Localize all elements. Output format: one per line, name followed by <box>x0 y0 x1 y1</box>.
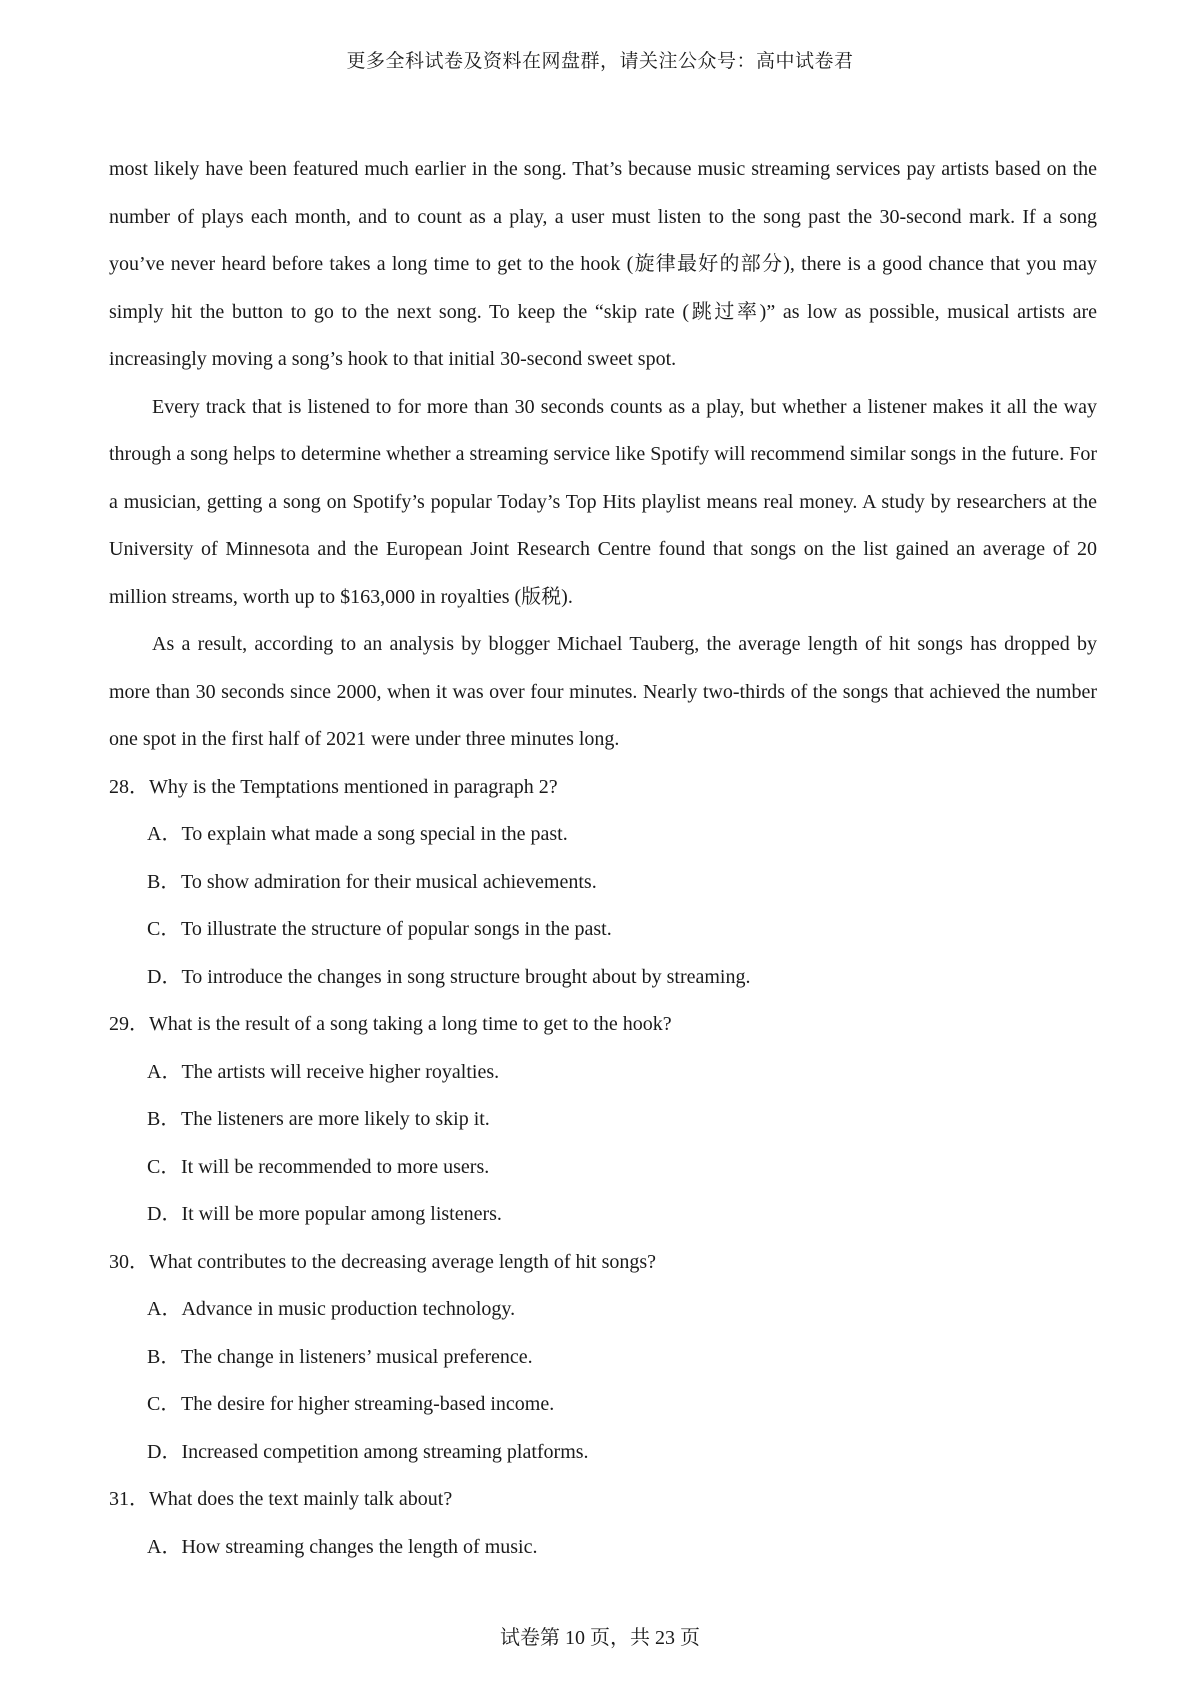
option-30-d <box>109 1429 1097 1477</box>
document-body <box>109 146 1097 1571</box>
option-letter: B． <box>147 870 181 893</box>
option-text: The desire for higher streaming-based income. <box>181 1393 555 1415</box>
page-header: 更多全科试卷及资料在网盘群，请关注公众号：高中试卷君 <box>346 51 854 72</box>
option-text: The artists will receive higher royalties. <box>181 1060 500 1083</box>
question-31 <box>109 1476 1097 1524</box>
option-30-c <box>109 1381 1097 1429</box>
paragraph: Every track that is listened to for more than 30 seconds counts as a play, but whether a listener makes it all the way through a song helps to determine whether a streaming service like Spotify will recommend similar songs in the future. For a musician, getting a song on Spotify’s popular Today’s Top Hits playlist means real money. A study by researchers at the University of Minnesota and the European Joint Research Centre found that songs on the list gained an average of 20 million streams, worth up to $163,000 in royalties (版税). <box>109 395 1097 608</box>
option-letter: C． <box>147 918 181 940</box>
option-29-b <box>109 1096 1097 1144</box>
option-30-a <box>109 1286 1097 1334</box>
option-letter: D． <box>147 1440 182 1463</box>
question-text: What does the text mainly talk about? <box>149 1488 453 1510</box>
page-footer: 试卷第 10 页，共 23 页 <box>500 1627 700 1649</box>
question-30 <box>109 1239 1097 1287</box>
question-29 <box>109 1001 1097 1049</box>
question-number: 29． <box>109 1013 149 1035</box>
question-number: 28． <box>109 775 149 798</box>
option-text: To show admiration for their musical achievements. <box>181 870 597 893</box>
option-text: The listeners are more likely to skip it. <box>181 1108 490 1130</box>
option-28-a <box>109 811 1097 859</box>
option-28-c <box>109 906 1097 954</box>
option-text: Advance in music production technology. <box>181 1298 516 1320</box>
option-text: The change in listeners’ musical preference. <box>181 1345 533 1368</box>
option-letter: A． <box>147 823 182 845</box>
option-30-b <box>109 1334 1097 1382</box>
question-number: 31． <box>109 1488 149 1510</box>
option-text: To explain what made a song special in the past. <box>181 823 568 845</box>
option-letter: A． <box>147 1535 182 1558</box>
question-text: Why is the Temptations mentioned in paragraph 2? <box>149 775 558 798</box>
option-letter: A． <box>147 1298 182 1320</box>
option-29-c <box>109 1144 1097 1192</box>
option-letter: D． <box>147 1203 182 1225</box>
option-29-a <box>109 1049 1097 1097</box>
option-letter: A． <box>147 1060 182 1083</box>
paragraph: As a result, according to an analysis by blogger Michael Tauberg, the average length of hit songs has dropped by more than 30 seconds since 2000, when it was over four minutes. Nearly two-thirds of the songs that achieved the number one spot in the first half of 2021 were under three minutes long. <box>109 633 1097 750</box>
option-letter: D． <box>147 965 182 988</box>
option-28-b <box>109 859 1097 907</box>
question-number: 30． <box>109 1250 149 1273</box>
option-text: To introduce the changes in song structure brought about by streaming. <box>181 965 751 988</box>
option-28-d <box>109 954 1097 1002</box>
option-text: It will be more popular among listeners. <box>181 1203 502 1225</box>
option-letter: C． <box>147 1155 181 1178</box>
option-text: How streaming changes the length of music. <box>181 1535 538 1558</box>
option-letter: C． <box>147 1393 181 1415</box>
option-text: To illustrate the structure of popular songs in the past. <box>181 918 612 940</box>
option-letter: B． <box>147 1345 181 1368</box>
question-text: What is the result of a song taking a long time to get to the hook? <box>149 1013 672 1035</box>
option-text: It will be recommended to more users. <box>181 1155 490 1178</box>
option-31-a <box>109 1524 1097 1572</box>
question-28 <box>109 764 1097 812</box>
paragraph-continued: most likely have been featured much earlier in the song. That’s because music streaming services pay artists based on the number of plays each month, and to count as a play, a user must listen to the song past the 30-second mark. If a song you’ve never heard before takes a long time to get to the hook (旋律最好的部分), there is a good chance that you may simply hit the button to go to the next song. To keep the “skip rate (跳过率)” as low as possible, musical artists are increasingly moving a song’s hook to that initial 30-second sweet spot. <box>109 158 1097 370</box>
question-text: What contributes to the decreasing average length of hit songs? <box>149 1250 657 1273</box>
option-letter: B． <box>147 1108 181 1130</box>
option-text: Increased competition among streaming platforms. <box>181 1440 589 1463</box>
option-29-d <box>109 1191 1097 1239</box>
